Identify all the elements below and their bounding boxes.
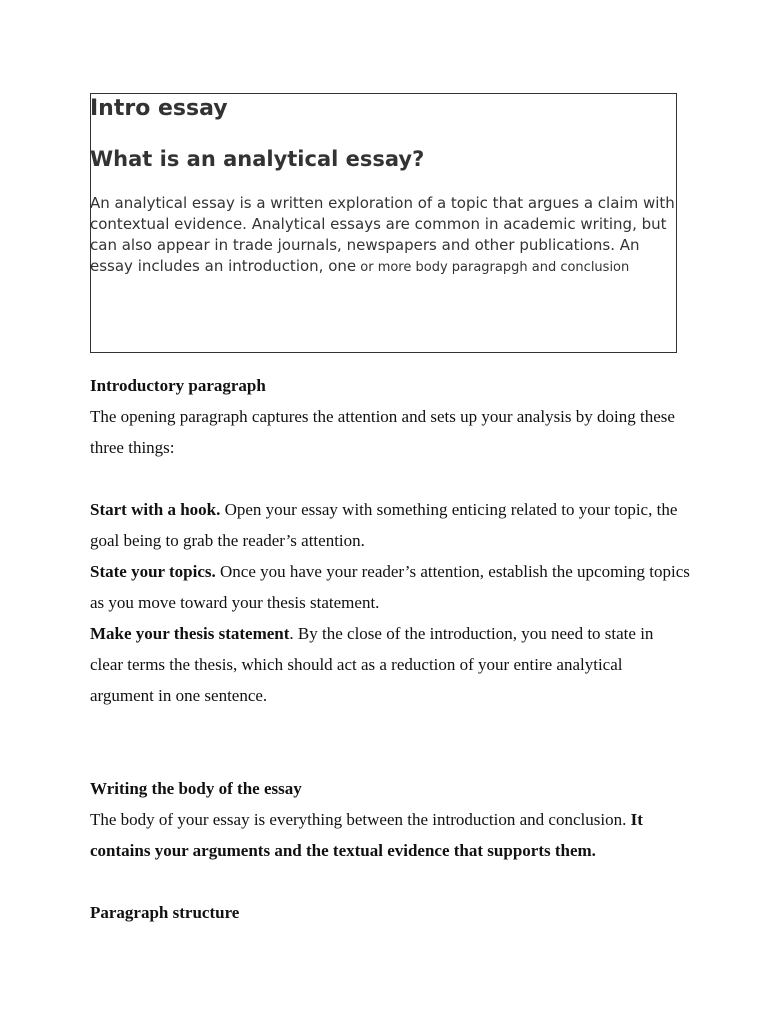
- thesis-item-bold: Make your thesis statement: [90, 624, 290, 643]
- intro-title: Intro essay: [90, 96, 228, 121]
- introductory-paragraph-heading: Introductory paragraph: [90, 376, 266, 395]
- body-section-heading: Writing the body of the essay: [90, 779, 302, 798]
- hook-item-text: Open your essay with something enticing related to your topic, the goal being to grab the reader’s attention.: [90, 500, 678, 550]
- thesis-item-text: . By the close of the introduction, you need to state in clear terms the thesis, which should act as a reduction of your entire analytical argument in one sentence.: [90, 624, 654, 705]
- topics-item-bold: State your topics.: [90, 562, 216, 581]
- body-section-text: [90, 804, 690, 866]
- intro-text-box: [90, 93, 677, 353]
- hook-item: [90, 494, 690, 556]
- body-section-text-normal: The body of your essay is everything between the introduction and conclusion.: [90, 810, 631, 829]
- intro-subtitle: What is an analytical essay?: [90, 147, 425, 171]
- introductory-paragraph-text: The opening paragraph captures the attention and sets up your analysis by doing these three things:: [90, 407, 675, 457]
- body-section-text-bold: It contains your arguments and the textual evidence that supports them.: [90, 810, 643, 860]
- intro-paragraph: [90, 193, 675, 278]
- spacer: [90, 463, 690, 494]
- document-body: [90, 370, 690, 928]
- intro-paragraph-main: An analytical essay is a written exploration of a topic that argues a claim with contextual evidence. Analytical essays are common in academic writing, but can also appear in trade journals, newspapers and other publications. An essay includes an introduction, one: [90, 194, 675, 275]
- hook-item-bold: Start with a hook.: [90, 500, 221, 519]
- thesis-item: [90, 618, 690, 711]
- intro-paragraph-small: or more body paragrapgh and conclusion: [356, 260, 630, 275]
- topics-item-text: Once you have your reader’s attention, establish the upcoming topics as you move toward your thesis statement.: [90, 562, 690, 612]
- paragraph-structure-heading: Paragraph structure: [90, 903, 240, 922]
- topics-item: [90, 556, 690, 618]
- spacer: [90, 866, 690, 897]
- spacer: [90, 711, 690, 773]
